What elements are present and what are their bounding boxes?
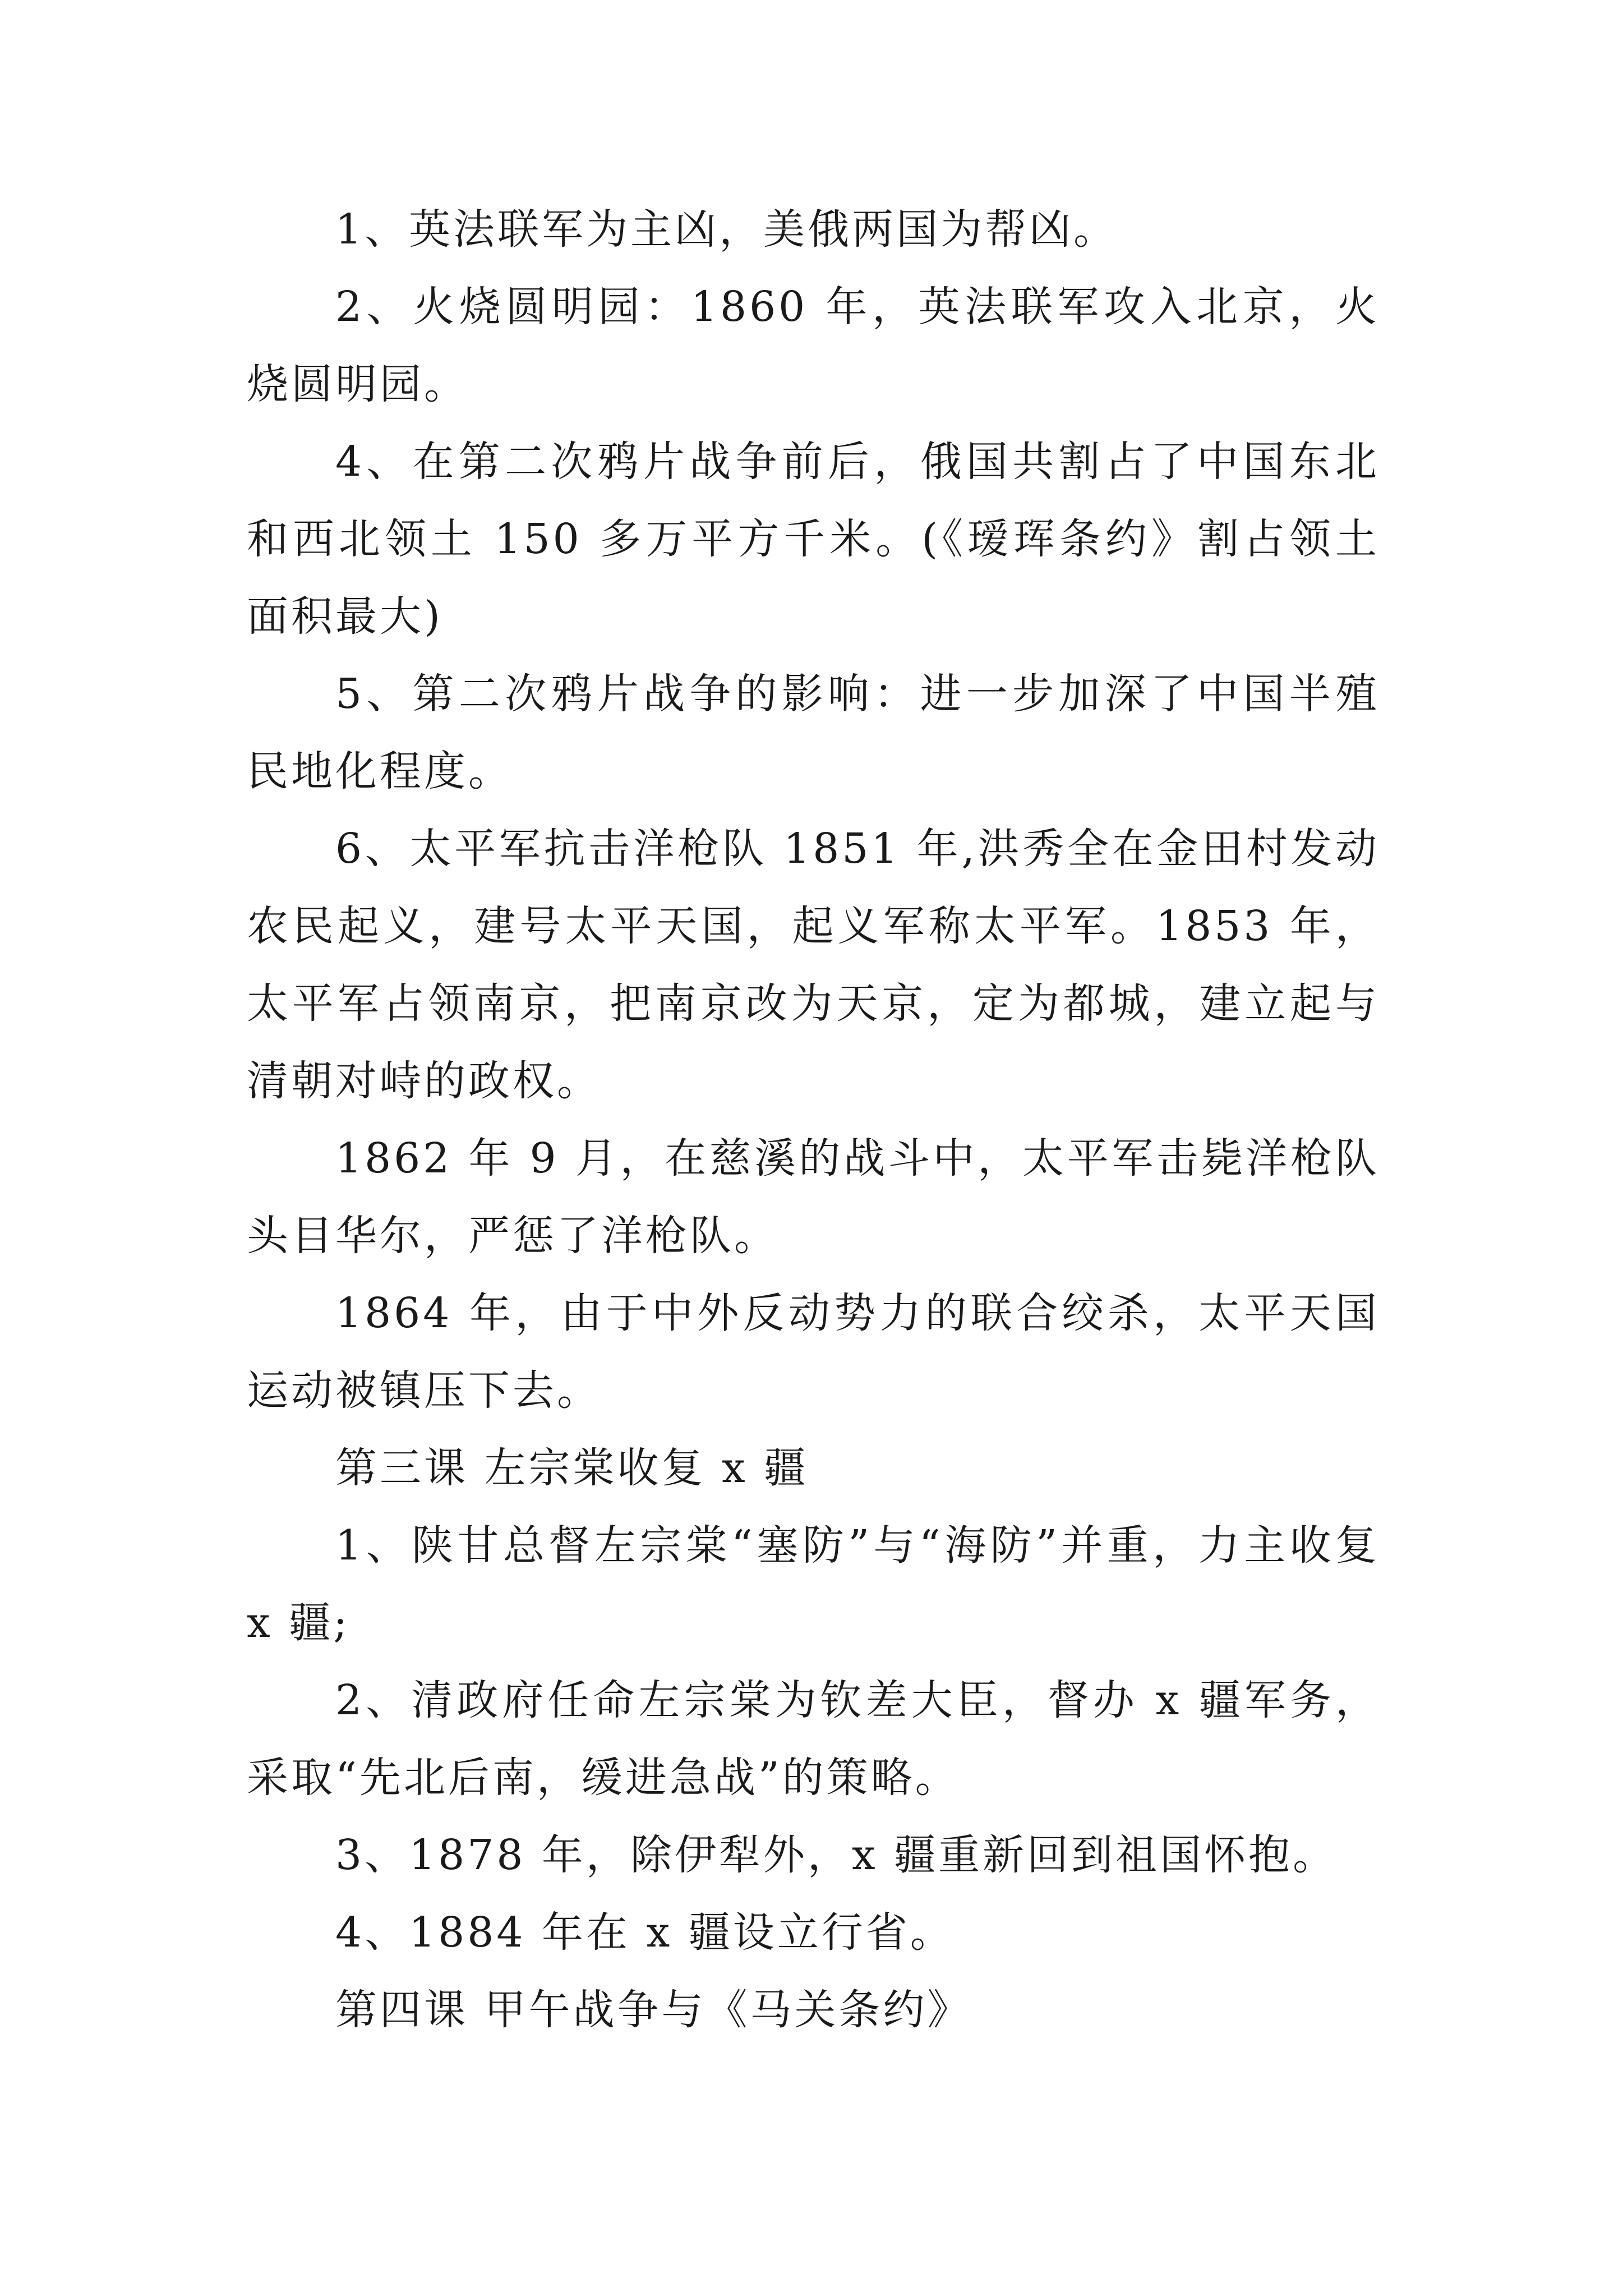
paragraph-old-summer-palace: 2、火烧圆明园：1860 年，英法联军攻入北京，火烧圆明园。 bbox=[247, 283, 1380, 408]
paragraph-recovery-1878: 3、1878 年，除伊犁外，x 疆重新回到祖国怀抱。 bbox=[335, 1831, 1338, 1879]
lesson-four-heading: 第四课 甲午战争与《马关条约》 bbox=[335, 1986, 972, 2034]
paragraph-war-impact: 5、第二次鸦片战争的影响：进一步加深了中国半殖民地化程度。 bbox=[247, 670, 1380, 795]
paragraph-taiping-uprising: 6、太平军抗击洋枪队 1851 年,洪秀全在金田村发动农民起义，建号太平天国，起义军称太平军。1853 年，太平军占领南京，把南京改为天京，定为都城，建立起与清朝对峙的政权。 bbox=[247, 825, 1380, 1105]
paragraph-russia-territory: 4、在第二次鸦片战争前后，俄国共割占了中国东北和西北领土 150 多万平方千米。(《瑷珲条约》割占领土面积最大) bbox=[247, 438, 1380, 641]
paragraph-frontier-defense: 1、陕甘总督左宗棠“塞防”与“海防”并重，力主收复 x 疆; bbox=[247, 1521, 1380, 1647]
paragraph-province-1884: 4、1884 年在 x 疆设立行省。 bbox=[335, 1908, 955, 1957]
lesson-three-heading: 第三课 左宗棠收复 x 疆 bbox=[335, 1444, 809, 1492]
document-body bbox=[247, 191, 1380, 2049]
paragraph-taiping-suppressed: 1864 年，由于中外反动势力的联合绞杀，太平天国运动被镇压下去。 bbox=[247, 1289, 1380, 1415]
paragraph-coalition-roles: 1、英法联军为主凶，美俄两国为帮凶。 bbox=[335, 205, 1118, 254]
paragraph-cixi-battle: 1862 年 9 月，在慈溪的战斗中，太平军击毙洋枪队头目华尔，严惩了洋枪队。 bbox=[247, 1134, 1380, 1260]
paragraph-imperial-commissioner: 2、清政府任命左宗棠为钦差大臣，督办 x 疆军务，采取“先北后南，缓进急战”的策略。 bbox=[247, 1676, 1380, 1802]
